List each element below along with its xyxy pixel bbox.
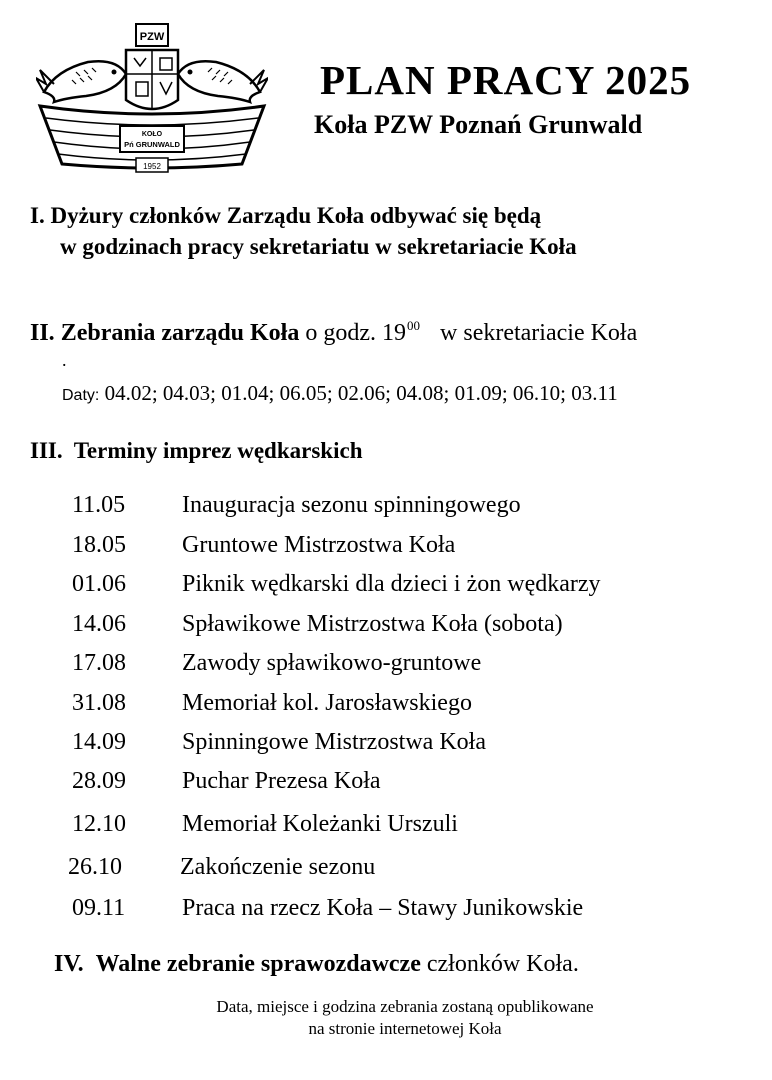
section-3-number: III. — [30, 438, 63, 463]
section-1 — [30, 200, 750, 262]
page-title: PLAN PRACY 2025 — [320, 57, 692, 103]
section-3-title: Terminy imprez wędkarskich — [73, 438, 363, 463]
event-date: 28.09 — [72, 768, 126, 794]
section-2-location: w sekretariacie Koła — [440, 320, 638, 346]
event-date: 12.10 — [72, 811, 126, 837]
dates-label: Daty: — [62, 387, 100, 404]
dates-list: 04.02; 04.03; 01.04; 06.05; 02.06; 04.08; 01.09; 06.10; 03.11 — [104, 381, 618, 405]
section-4-number: IV. — [54, 951, 84, 977]
event-name: Memoriał Koleżanki Urszuli — [182, 811, 458, 837]
logo-year: 1952 — [143, 162, 161, 171]
section-4-bold-text: Walne zebranie sprawozdawcze — [95, 951, 421, 977]
logo-ribbon-line1: KOŁO — [141, 131, 163, 138]
left-fish-icon — [36, 61, 126, 102]
section-1-number: I. — [30, 203, 45, 228]
section-4-note — [100, 996, 710, 1040]
event-date: 14.09 — [72, 729, 126, 755]
section-2-time-superscript: 00 — [407, 318, 421, 333]
event-date: 01.06 — [72, 571, 126, 597]
section-4-text: członków Koła. — [426, 951, 579, 977]
club-logo — [36, 22, 268, 180]
event-name: Memoriał kol. Jarosławskiego — [182, 690, 472, 716]
event-date: 11.05 — [72, 492, 126, 518]
page-subtitle: Koła PZW Poznań Grunwald — [314, 110, 643, 139]
section-4 — [54, 951, 579, 978]
event-name: Gruntowe Mistrzostwa Koła — [182, 532, 456, 558]
right-fish-icon — [178, 61, 268, 102]
event-name: Zawody spławikowo-gruntowe — [182, 650, 482, 676]
event-name: Zakończenie sezonu — [180, 854, 376, 880]
note-line1: Data, miejsce i godzina zebrania zostaną opublikowane — [216, 997, 594, 1016]
section-3-heading — [30, 438, 362, 464]
meeting-dates — [62, 381, 762, 406]
event-name: Spinningowe Mistrzostwa Koła — [182, 729, 486, 755]
event-date: 31.08 — [72, 690, 126, 716]
section-2-time-text: o godz. 19 — [305, 320, 407, 346]
section-2-bold-text: Zebrania zarządu Koła — [60, 320, 300, 346]
event-date: 17.08 — [72, 650, 126, 676]
event-name: Praca na rzecz Koła – Stawy Junikowskie — [182, 895, 584, 921]
event-name: Puchar Prezesa Koła — [182, 768, 381, 794]
event-name: Spławikowe Mistrzostwa Koła (sobota) — [182, 611, 563, 637]
logo-badge-text: PZW — [139, 31, 165, 43]
event-name: Piknik wędkarski dla dzieci i żon wędkarzy — [182, 571, 601, 597]
event-date: 26.10 — [68, 854, 122, 880]
event-date: 09.11 — [72, 895, 126, 921]
note-line2: na stronie internetowej Koła — [308, 1019, 502, 1038]
section-1-line1: Dyżury członków Zarządu Koła odbywać się będą — [50, 203, 542, 228]
event-date: 18.05 — [72, 532, 126, 558]
logo-ribbon-line2: Pń GRUNWALD — [124, 140, 180, 149]
section-2 — [30, 318, 760, 347]
section-2-number: II. — [30, 320, 55, 346]
event-name: Inauguracja sezonu spinningowego — [182, 492, 521, 518]
section-1-line2: w godzinach pracy sekretariatu w sekretariacie Koła — [60, 234, 577, 259]
event-date: 14.06 — [72, 611, 126, 637]
stray-dot: . — [62, 350, 67, 370]
